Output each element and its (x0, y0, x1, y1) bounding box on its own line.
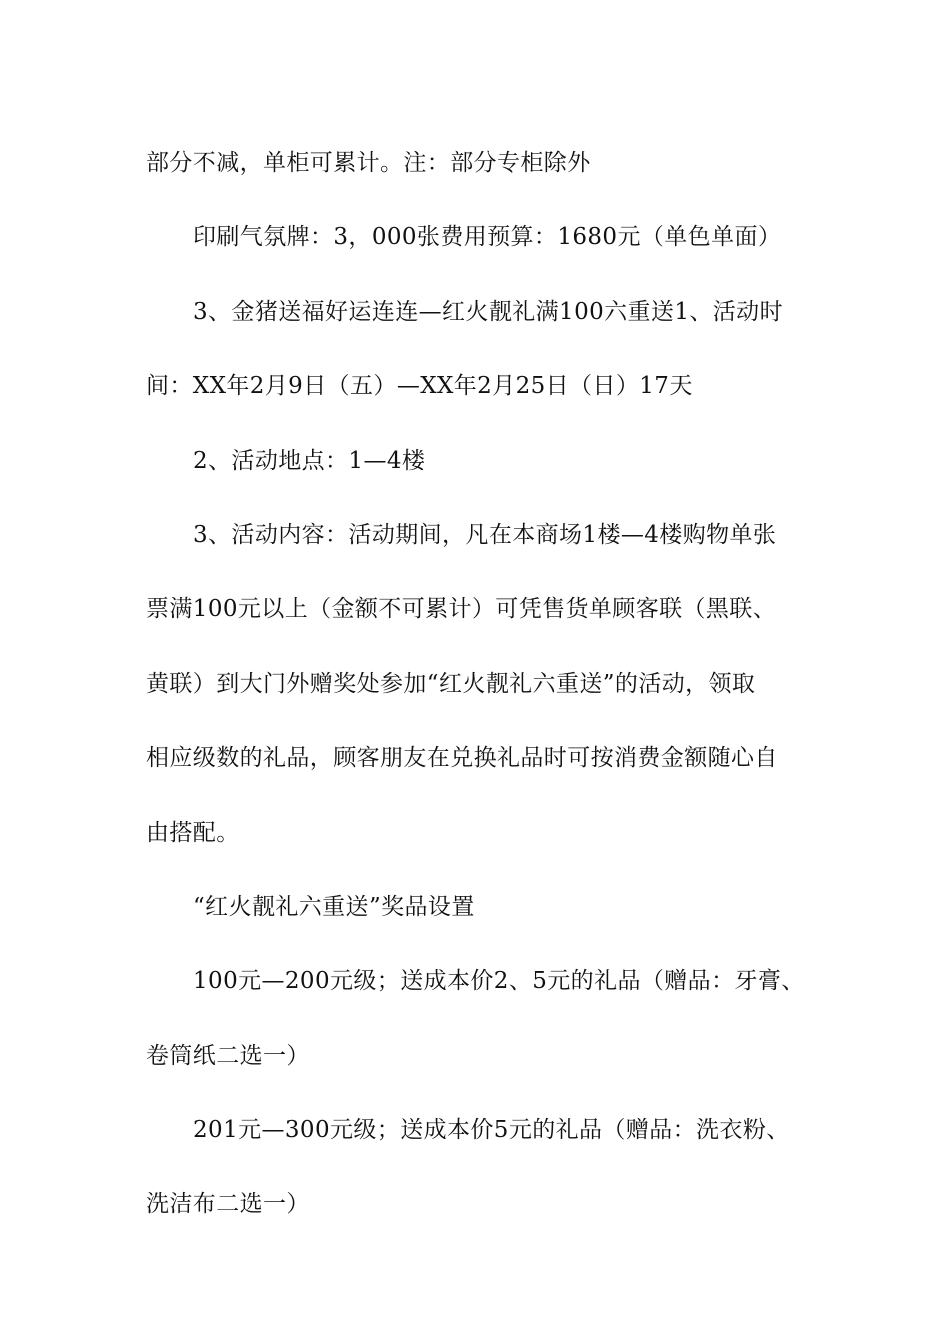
paragraph-line: 印刷气氛牌：3，000张费用预算：1680元（单色单面） (193, 224, 782, 251)
paragraph-line: 3、活动内容：活动期间，凡在本商场1楼—4楼购物单张 (193, 521, 777, 548)
paragraph-line: 由搭配。 (146, 819, 240, 846)
paragraph-line: 3、金猪送福好运连连—红火靓礼满100六重送1、活动时 (193, 298, 783, 325)
paragraph-line: 201元—300元级；送成本价5元的礼品（赠品：洗衣粉、 (193, 1117, 790, 1144)
paragraph-line: 2、活动地点：1—4楼 (193, 447, 426, 474)
paragraph-line: 洗洁布二选一） (146, 1191, 310, 1218)
section-heading: “红火靓礼六重送”奖品设置 (193, 893, 475, 920)
paragraph-line: 部分不减，单柜可累计。注：部分专柜除外 (146, 150, 591, 176)
document-body (146, 126, 826, 1242)
paragraph-line: 票满100元以上（金额不可累计）可凭售货单顾客联（黑联、 (146, 596, 777, 623)
paragraph-line: 卷筒纸二选一） (146, 1042, 310, 1069)
paragraph-line: 间：XX年2月9日（五）—XX年2月25日（日）17天 (146, 373, 693, 400)
paragraph-line: 黄联）到大门外赠奖处参加“红火靓礼六重送”的活动，领取 (146, 670, 756, 697)
paragraph-line: 相应级数的礼品，顾客朋友在兑换礼品时可按消费金额随心自 (146, 745, 778, 772)
paragraph-line: 100元—200元级；送成本价2、5元的礼品（赠品：牙膏、 (193, 968, 805, 995)
